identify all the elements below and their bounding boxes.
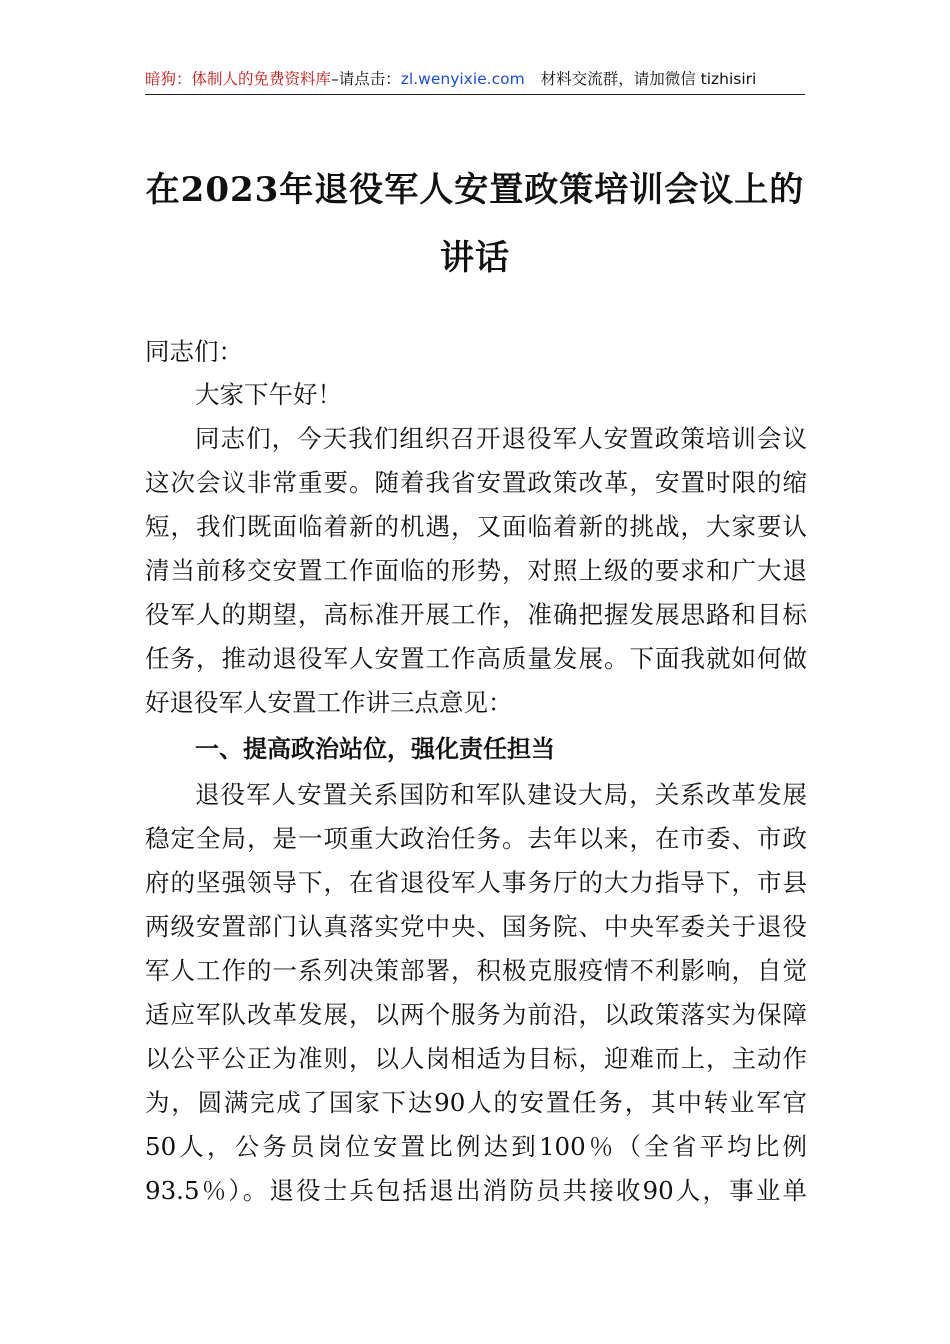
header-wechat-note: 材料交流群，请加微信 tizhisiri xyxy=(540,70,757,88)
paragraph-line: 50人，公务员岗位安置比例达到100％（全省平均比例 xyxy=(145,1132,807,1161)
document-title-line-2: 讲话 xyxy=(440,238,510,278)
salutation: 同志们： xyxy=(145,337,243,366)
section-heading-1: 一、提高政治站位，强化责任担当 xyxy=(195,735,555,763)
paragraph-line: 府的坚强领导下，在省退役军人事务厅的大力指导下，市县 xyxy=(145,868,807,897)
paragraph-line: 以公平公正为准则，以人岗相适为目标，迎难而上，主动作 xyxy=(145,1044,807,1073)
header-site-name: 暗狗：体制人的免费资料库 xyxy=(145,70,332,88)
paragraph-line: 清当前移交安置工作面临的形势，对照上级的要求和广大退 xyxy=(145,556,807,585)
paragraph-line: 同志们，今天我们组织召开退役军人安置政策培训会议 xyxy=(195,424,807,453)
paragraph-line: 役军人的期望，高标准开展工作，准确把握发展思路和目标 xyxy=(145,600,807,629)
paragraph-line: 短，我们既面临着新的机遇，又面临着新的挑战，大家要认 xyxy=(145,512,807,541)
paragraph-line: 两级安置部门认真落实党中央、国务院、中央军委关于退役 xyxy=(145,912,807,941)
paragraph-line: 适应军队改革发展，以两个服务为前沿，以政策落实为保障 xyxy=(145,1000,807,1029)
paragraph-line: 好退役军人安置工作讲三点意见： xyxy=(145,688,513,717)
paragraph-line: 军人工作的一系列决策部署，积极克服疫情不利影响，自觉 xyxy=(145,956,807,985)
paragraph-line: 93.5％）。退役士兵包括退出消防员共接收90人，事业单 xyxy=(145,1176,807,1205)
page-header xyxy=(145,66,805,95)
paragraph-line: 稳定全局，是一项重大政治任务。去年以来，在市委、市政 xyxy=(145,824,807,853)
header-link[interactable]: zl.wenyixie.com xyxy=(400,70,525,88)
header-click-prompt: –请点击： xyxy=(331,70,401,88)
document-title-line-1: 在2023年退役军人安置政策培训会议上的 xyxy=(145,170,805,210)
paragraph-line: 这次会议非常重要。随着我省安置政策改革，安置时限的缩 xyxy=(145,468,807,497)
paragraph-line: 为，圆满完成了国家下达90人的安置任务，其中转业军官 xyxy=(145,1088,807,1117)
greeting: 大家下午好！ xyxy=(195,380,342,409)
paragraph-line: 退役军人安置关系国防和军队建设大局，关系改革发展 xyxy=(195,780,807,809)
paragraph-line: 任务，推动退役军人安置工作高质量发展。下面我就如何做 xyxy=(145,644,807,673)
